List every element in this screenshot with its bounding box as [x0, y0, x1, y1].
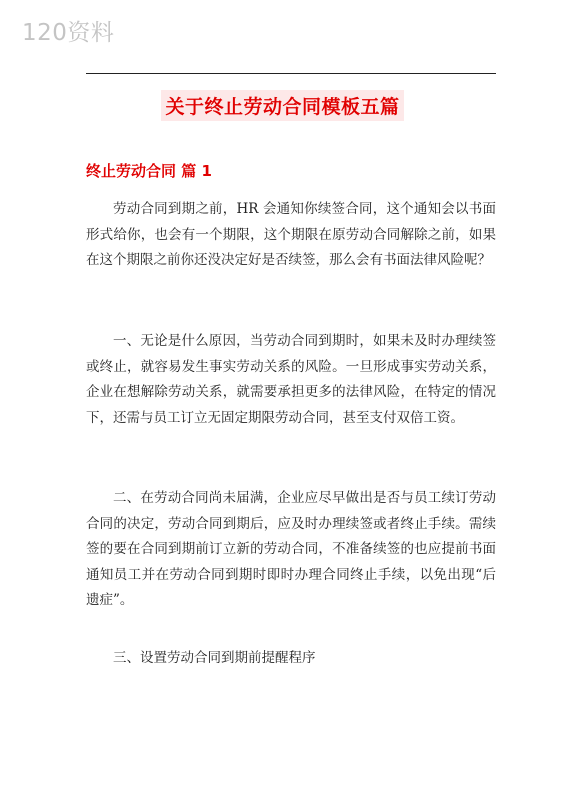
watermark-logo: 120资料 — [22, 20, 115, 46]
body-paragraph — [86, 329, 496, 431]
paragraph-text: 劳动合同到期之前，HR 会通知你续签合同，这个通知会以书面形式给你，也会有一个期限，这个期限在原劳动合同解除之前，如果在这个期限之前你还没决定好是否续签，那么会有书面法律风险呢？ — [86, 201, 496, 268]
body-paragraph — [86, 646, 496, 672]
body-paragraph — [86, 197, 496, 274]
paragraph-text: 一、无论是什么原因，当劳动合同到期时，如果未及时办理续签或终止，就容易发生事实劳动关系的风险。一旦形成事实劳动关系，企业在想解除劳动关系，就需要承担更多的法律风险，在特定的情况下，还需与员工订立无固定期限劳动合同，甚至支付双倍工资。 — [86, 333, 496, 426]
document-title-text: 关于终止劳动合同模板五篇 — [161, 90, 403, 121]
paragraph-text: 二、在劳动合同尚未届满，企业应尽早做出是否与员工续订劳动合同的决定，劳动合同到期后，应及时办理续签或者终止手续。需续签的要在合同到期前订立新的劳动合同，不准备续签的也应提前书面通知员工并在劳动合同到期时即时办理合同终止手续，以免出现“后遗症”。 — [86, 490, 496, 608]
body-paragraph — [86, 486, 496, 614]
section-heading: 终止劳动合同 篇 1 — [86, 162, 212, 180]
document-title — [0, 90, 565, 121]
paragraph-text: 三、设置劳动合同到期前提醒程序 — [113, 650, 316, 666]
header-divider — [86, 73, 496, 74]
